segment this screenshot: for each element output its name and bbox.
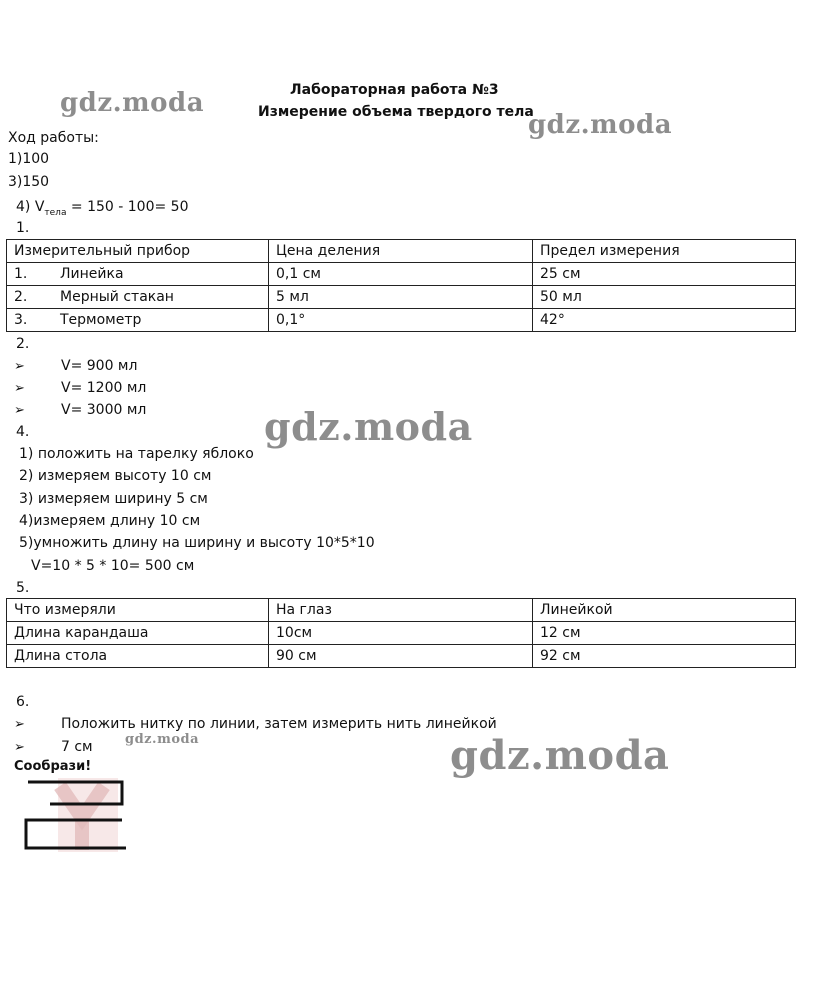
step-item: 4)измеряем длину 10 см (19, 513, 201, 529)
progress-line: 3)150 (8, 174, 50, 190)
table-row (7, 263, 796, 286)
task-label: 6. (16, 694, 30, 710)
list-item (14, 356, 138, 377)
task-label: 2. (16, 336, 30, 352)
table-row (7, 286, 796, 309)
row-number: 2. (14, 289, 28, 305)
volume-rest: = 150 - 100= 50 (70, 199, 189, 215)
arrow-bullet-icon: ➢ (14, 381, 25, 396)
table-header-row (7, 599, 796, 622)
watermark: gdz.moda (60, 88, 205, 118)
list-item (14, 737, 93, 758)
step-item: 5)умножить длину на ширину и высоту 10*5*10 (19, 535, 375, 551)
table-cell: 12 см (533, 622, 796, 645)
table-cell: Длина стола (7, 645, 269, 668)
task-label: 5. (16, 580, 30, 596)
table-cell: 92 см (533, 645, 796, 668)
doc-title: Лабораторная работа №3 (290, 82, 499, 98)
task-label: 4. (16, 424, 30, 440)
arrow-bullet-icon: ➢ (14, 717, 25, 732)
progress-line: 1)100 (8, 151, 50, 167)
volume-formula (16, 197, 189, 223)
table-cell (7, 309, 269, 332)
list-item (14, 400, 147, 421)
volume-subscript: тела (44, 207, 67, 218)
table-cell (7, 263, 269, 286)
row-number: 1. (14, 266, 28, 282)
table-cell: 42° (533, 309, 796, 332)
watermark: gdz.moda (528, 110, 673, 140)
table-header-cell: Линейкой (533, 599, 796, 622)
measurement-table (6, 598, 796, 668)
list-item-text: V= 1200 мл (61, 380, 147, 396)
table-cell: Длина карандаша (7, 622, 269, 645)
table-row (7, 645, 796, 668)
puzzle-figure (20, 774, 135, 856)
list-item-text: V= 900 мл (61, 358, 138, 374)
volume-result: V=10 * 5 * 10= 500 см (31, 558, 195, 574)
doc-subtitle: Измерение объема твердого тела (258, 104, 534, 120)
table-cell: 25 см (533, 263, 796, 286)
list-item-text: V= 3000 мл (61, 402, 147, 418)
row-number: 3. (14, 312, 28, 328)
table-header-cell: На глаз (269, 599, 533, 622)
table-header-cell: Предел измерения (533, 240, 796, 263)
instrument-name: Линейка (60, 266, 124, 282)
list-item-text: 7 см (61, 739, 93, 755)
progress-heading: Ход работы: (8, 130, 99, 146)
step-item: 2) измеряем высоту 10 см (19, 468, 212, 484)
volume-prefix: 4) V (16, 199, 45, 215)
table-cell: 90 см (269, 645, 533, 668)
list-item-text: Положить нитку по линии, затем измерить нить линейкой (61, 716, 497, 732)
table-row (7, 622, 796, 645)
table-cell: 5 мл (269, 286, 533, 309)
table-cell: 50 мл (533, 286, 796, 309)
step-item: 1) положить на тарелку яблоко (19, 446, 254, 462)
table-header-cell: Что измеряли (7, 599, 269, 622)
table-header-cell: Измерительный прибор (7, 240, 269, 263)
instrument-name: Мерный стакан (60, 289, 174, 305)
list-item (14, 378, 147, 399)
instrument-name: Термометр (60, 312, 142, 328)
think-label: Сообрази! (14, 759, 92, 774)
arrow-bullet-icon: ➢ (14, 359, 25, 374)
table-cell (7, 286, 269, 309)
step-item: 3) измеряем ширину 5 см (19, 491, 208, 507)
table-cell: 0,1 см (269, 263, 533, 286)
arrow-bullet-icon: ➢ (14, 403, 25, 418)
task-label: 1. (16, 220, 30, 236)
table-cell: 0,1° (269, 309, 533, 332)
watermark: gdz.moda (264, 404, 473, 449)
watermark: gdz.moda (125, 732, 200, 747)
table-row (7, 309, 796, 332)
table-cell: 10см (269, 622, 533, 645)
instruments-table (6, 239, 796, 332)
table-header-cell: Цена деления (269, 240, 533, 263)
list-item (14, 714, 497, 735)
table-header-row (7, 240, 796, 263)
arrow-bullet-icon: ➢ (14, 740, 25, 755)
watermark: gdz.moda (450, 732, 670, 779)
